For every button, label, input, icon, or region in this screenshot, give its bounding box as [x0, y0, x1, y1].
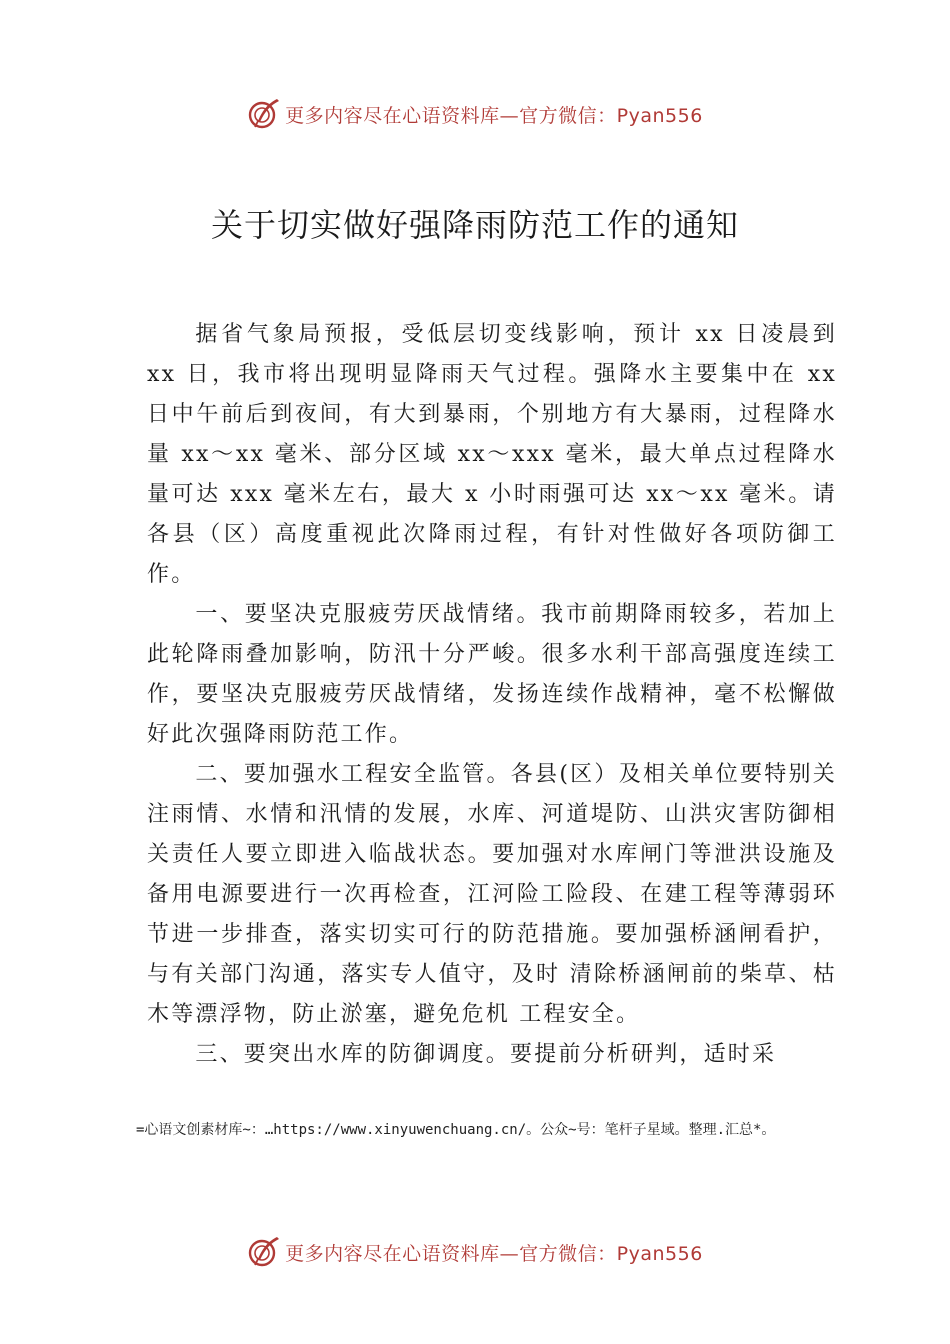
document-body — [147, 315, 837, 1075]
paragraph-intro: 据省气象局预报，受低层切变线影响，预计 xx 日凌晨到 xx 日，我市将出现明显降雨天气过程。强降水主要集中在 xx 日中午前后到夜间，有大到暴雨，个别地方有大暴雨，过程降水量 xx～xx 毫米、部分区域 xx～xxx 毫米，最大单点过程降水量可达 xxx 毫米左右，最大 x 小时雨强可达 xx～xx 毫米。请各县（区）高度重视此次降雨过程，有针对性做好各项防御工作。 — [147, 322, 837, 587]
paragraph-section-2: 二、要加强水工程安全监管。各县(区）及相关单位要特别关注雨情、水情和汛情的发展，水库、河道堤防、山洪灾害防御相关责任人要立即进入临战状态。要加强对水库闸门等泄洪设施及备用电源要进行一次再检查，江河险工险段、在建工程等薄弱环节进一步排查，落实切实可行的防范措施。要加强桥涵闸看护，与有关部门沟通，落实专人值守，及时 清除桥涵闸前的柴草、枯木等漂浮物，防止淤塞，避免危机 工程安全。 — [147, 762, 837, 1027]
source-footnote: =心语文创素材库~：…https://www.xinyuwenchuang.cn/。公众~号：笔杆子星域。整理.汇总*。 — [136, 1122, 776, 1138]
document-title: 关于切实做好强降雨防范工作的通知 — [210, 206, 739, 244]
paragraph-section-3: 三、要突出水库的防御调度。要提前分析研判，适时采 — [195, 1042, 777, 1067]
header-banner — [0, 94, 950, 134]
paragraph-section-1: 一、要坚决克服疲劳厌战情绪。我市前期降雨较多，若加上此轮降雨叠加影响，防汛十分严峻。很多水利干部高强度连续工作，要坚决克服疲劳厌战情绪，发扬连续作战精神，毫不松懈做好此次强降雨防范工作。 — [147, 602, 837, 747]
wechat-id: Pyan556 — [616, 1242, 703, 1265]
banner-text: 更多内容尽在心语资料库—官方微信：Pyan556 — [285, 104, 703, 127]
banner-text: 更多内容尽在心语资料库—官方微信：Pyan556 — [285, 1242, 703, 1265]
wechat-id: Pyan556 — [616, 104, 703, 127]
quill-logo-icon — [247, 97, 281, 131]
quill-logo-icon — [247, 1235, 281, 1269]
footer-banner — [0, 1232, 950, 1272]
